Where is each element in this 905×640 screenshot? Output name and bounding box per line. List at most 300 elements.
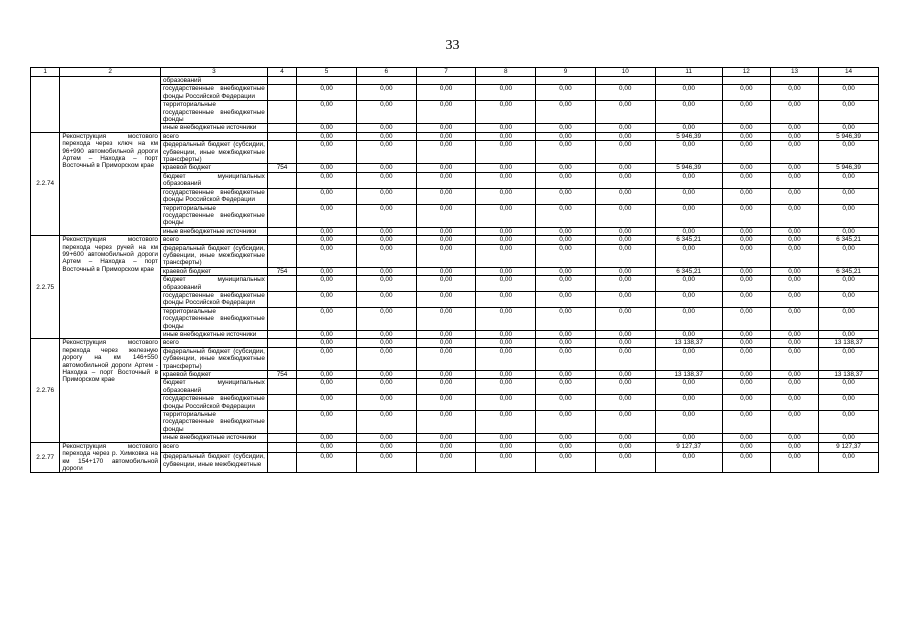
value-cell: 0,00 bbox=[297, 267, 357, 275]
value-cell: 0,00 bbox=[416, 379, 476, 395]
value-cell bbox=[416, 77, 476, 85]
value-cell: 0,00 bbox=[297, 172, 357, 188]
value-cell: 0,00 bbox=[595, 276, 655, 292]
value-cell: 0,00 bbox=[655, 227, 722, 235]
row-index: 2.2.75 bbox=[31, 236, 60, 339]
value-cell: 0,00 bbox=[356, 434, 416, 442]
value-cell: 0,00 bbox=[536, 204, 596, 227]
budget-code bbox=[267, 276, 296, 292]
budget-code bbox=[267, 188, 296, 204]
value-cell: 0,00 bbox=[356, 204, 416, 227]
funding-source: иные внебюджетные источники bbox=[160, 434, 267, 442]
budget-code bbox=[267, 172, 296, 188]
value-cell: 0,00 bbox=[356, 339, 416, 347]
value-cell: 0,00 bbox=[770, 164, 818, 172]
value-cell: 0,00 bbox=[356, 307, 416, 330]
value-cell: 0,00 bbox=[536, 371, 596, 379]
value-cell bbox=[595, 77, 655, 85]
value-cell: 0,00 bbox=[536, 85, 596, 101]
value-cell: 0,00 bbox=[476, 267, 536, 275]
value-cell: 0,00 bbox=[476, 307, 536, 330]
column-header: 3 bbox=[160, 68, 267, 77]
value-cell: 0,00 bbox=[770, 141, 818, 164]
value-cell: 0,00 bbox=[595, 124, 655, 132]
value-cell: 0,00 bbox=[655, 379, 722, 395]
funding-source: бюджет муниципальных образований bbox=[160, 276, 267, 292]
value-cell: 0,00 bbox=[595, 339, 655, 347]
funding-source: иные внебюджетные источники bbox=[160, 124, 267, 132]
value-cell: 0,00 bbox=[770, 276, 818, 292]
value-cell: 0,00 bbox=[770, 442, 818, 453]
budget-table bbox=[30, 67, 879, 473]
value-cell: 0,00 bbox=[536, 188, 596, 204]
budget-code bbox=[267, 442, 296, 453]
value-cell: 0,00 bbox=[356, 453, 416, 473]
value-cell: 0,00 bbox=[356, 371, 416, 379]
value-cell: 0,00 bbox=[722, 132, 770, 140]
value-cell: 0,00 bbox=[297, 101, 357, 124]
budget-code bbox=[267, 395, 296, 411]
value-cell: 0,00 bbox=[819, 244, 879, 267]
column-header: 8 bbox=[476, 68, 536, 77]
value-cell: 0,00 bbox=[416, 411, 476, 434]
value-cell: 0,00 bbox=[595, 442, 655, 453]
budget-code bbox=[267, 204, 296, 227]
value-cell: 0,00 bbox=[356, 291, 416, 307]
row-index: 2.2.77 bbox=[31, 442, 60, 473]
value-cell: 0,00 bbox=[770, 124, 818, 132]
value-cell: 0,00 bbox=[722, 379, 770, 395]
value-cell: 0,00 bbox=[536, 244, 596, 267]
value-cell: 0,00 bbox=[655, 188, 722, 204]
value-cell: 0,00 bbox=[297, 434, 357, 442]
value-cell: 0,00 bbox=[297, 331, 357, 339]
value-cell: 0,00 bbox=[476, 132, 536, 140]
value-cell: 0,00 bbox=[770, 85, 818, 101]
value-cell: 0,00 bbox=[297, 141, 357, 164]
value-cell: 0,00 bbox=[722, 101, 770, 124]
value-cell: 0,00 bbox=[356, 85, 416, 101]
value-cell: 0,00 bbox=[297, 339, 357, 347]
value-cell: 0,00 bbox=[476, 395, 536, 411]
value-cell: 0,00 bbox=[819, 379, 879, 395]
value-cell: 0,00 bbox=[297, 204, 357, 227]
value-cell: 0,00 bbox=[356, 379, 416, 395]
value-cell: 0,00 bbox=[416, 101, 476, 124]
column-header: 10 bbox=[595, 68, 655, 77]
value-cell: 0,00 bbox=[655, 124, 722, 132]
value-cell: 0,00 bbox=[595, 395, 655, 411]
value-cell: 0,00 bbox=[770, 132, 818, 140]
value-cell: 6 345,21 bbox=[655, 236, 722, 244]
value-cell: 13 138,37 bbox=[655, 339, 722, 347]
value-cell: 0,00 bbox=[297, 347, 357, 370]
value-cell: 0,00 bbox=[819, 434, 879, 442]
value-cell: 0,00 bbox=[819, 172, 879, 188]
value-cell: 0,00 bbox=[536, 141, 596, 164]
table-row bbox=[31, 339, 879, 347]
value-cell: 0,00 bbox=[655, 141, 722, 164]
funding-source: бюджет муниципальных образований bbox=[160, 379, 267, 395]
value-cell: 0,00 bbox=[722, 227, 770, 235]
value-cell: 0,00 bbox=[770, 331, 818, 339]
value-cell: 0,00 bbox=[297, 411, 357, 434]
value-cell: 0,00 bbox=[297, 188, 357, 204]
funding-source: государственные внебюджетные фонды Российской Федерации bbox=[160, 188, 267, 204]
value-cell bbox=[655, 77, 722, 85]
value-cell: 0,00 bbox=[770, 453, 818, 473]
row-index: 2.2.76 bbox=[31, 339, 60, 442]
budget-code bbox=[267, 132, 296, 140]
funding-source: иные внебюджетные источники bbox=[160, 227, 267, 235]
value-cell: 0,00 bbox=[476, 291, 536, 307]
value-cell: 0,00 bbox=[476, 371, 536, 379]
value-cell: 0,00 bbox=[476, 411, 536, 434]
budget-code bbox=[267, 434, 296, 442]
value-cell: 0,00 bbox=[416, 236, 476, 244]
value-cell: 0,00 bbox=[655, 276, 722, 292]
value-cell: 0,00 bbox=[476, 124, 536, 132]
value-cell: 9 127,37 bbox=[819, 442, 879, 453]
value-cell: 0,00 bbox=[655, 244, 722, 267]
value-cell: 0,00 bbox=[595, 236, 655, 244]
value-cell: 0,00 bbox=[416, 85, 476, 101]
funding-source: всего bbox=[160, 132, 267, 140]
value-cell bbox=[356, 77, 416, 85]
value-cell: 0,00 bbox=[476, 227, 536, 235]
value-cell: 0,00 bbox=[722, 291, 770, 307]
value-cell: 0,00 bbox=[476, 434, 536, 442]
value-cell: 0,00 bbox=[722, 442, 770, 453]
column-header: 11 bbox=[655, 68, 722, 77]
value-cell: 0,00 bbox=[819, 141, 879, 164]
value-cell: 0,00 bbox=[819, 395, 879, 411]
value-cell: 0,00 bbox=[356, 141, 416, 164]
budget-code bbox=[267, 124, 296, 132]
value-cell: 0,00 bbox=[297, 395, 357, 411]
value-cell: 0,00 bbox=[476, 347, 536, 370]
header-row bbox=[31, 68, 879, 77]
value-cell: 0,00 bbox=[297, 442, 357, 453]
budget-code bbox=[267, 236, 296, 244]
value-cell: 0,00 bbox=[819, 85, 879, 101]
value-cell: 5 946,39 bbox=[819, 132, 879, 140]
value-cell: 0,00 bbox=[536, 101, 596, 124]
value-cell: 0,00 bbox=[770, 204, 818, 227]
funding-source: федеральный бюджет (субсидии, субвенции, иные межбюджетные bbox=[160, 453, 267, 473]
value-cell: 0,00 bbox=[770, 291, 818, 307]
value-cell: 0,00 bbox=[416, 204, 476, 227]
value-cell: 0,00 bbox=[722, 267, 770, 275]
value-cell: 0,00 bbox=[655, 101, 722, 124]
value-cell: 0,00 bbox=[770, 371, 818, 379]
project-name bbox=[60, 77, 161, 133]
value-cell: 0,00 bbox=[595, 291, 655, 307]
value-cell: 0,00 bbox=[536, 132, 596, 140]
value-cell: 0,00 bbox=[536, 124, 596, 132]
project-name: Реконструкция мостового перехода через ручей на км 99+600 автомобильной дороги Артем – Находка – порт Восточный в Приморском крае bbox=[60, 236, 161, 339]
value-cell: 0,00 bbox=[595, 164, 655, 172]
value-cell: 0,00 bbox=[416, 141, 476, 164]
value-cell: 0,00 bbox=[476, 339, 536, 347]
budget-code bbox=[267, 379, 296, 395]
value-cell: 0,00 bbox=[416, 347, 476, 370]
value-cell: 0,00 bbox=[356, 244, 416, 267]
value-cell: 0,00 bbox=[416, 371, 476, 379]
funding-source: краевой бюджет bbox=[160, 371, 267, 379]
value-cell: 0,00 bbox=[416, 291, 476, 307]
value-cell: 0,00 bbox=[416, 164, 476, 172]
table-row bbox=[31, 77, 879, 85]
funding-source: краевой бюджет bbox=[160, 164, 267, 172]
value-cell: 0,00 bbox=[655, 434, 722, 442]
budget-code: 754 bbox=[267, 164, 296, 172]
value-cell: 0,00 bbox=[297, 291, 357, 307]
value-cell: 0,00 bbox=[356, 101, 416, 124]
value-cell: 0,00 bbox=[356, 276, 416, 292]
budget-code bbox=[267, 85, 296, 101]
value-cell: 0,00 bbox=[722, 164, 770, 172]
value-cell: 0,00 bbox=[595, 379, 655, 395]
funding-source: федеральный бюджет (субсидии, субвенции, иные межбюджетные трансферты) bbox=[160, 141, 267, 164]
value-cell: 0,00 bbox=[356, 188, 416, 204]
budget-code bbox=[267, 141, 296, 164]
value-cell: 9 127,37 bbox=[655, 442, 722, 453]
value-cell: 0,00 bbox=[416, 244, 476, 267]
value-cell: 0,00 bbox=[819, 276, 879, 292]
value-cell: 0,00 bbox=[770, 411, 818, 434]
value-cell: 0,00 bbox=[595, 331, 655, 339]
value-cell: 0,00 bbox=[595, 347, 655, 370]
value-cell: 0,00 bbox=[416, 395, 476, 411]
value-cell: 0,00 bbox=[416, 331, 476, 339]
value-cell: 0,00 bbox=[416, 276, 476, 292]
value-cell: 0,00 bbox=[770, 395, 818, 411]
table-row bbox=[31, 442, 879, 453]
value-cell: 6 345,21 bbox=[819, 267, 879, 275]
value-cell: 0,00 bbox=[416, 434, 476, 442]
value-cell: 6 345,21 bbox=[819, 236, 879, 244]
value-cell: 0,00 bbox=[722, 124, 770, 132]
value-cell: 0,00 bbox=[356, 411, 416, 434]
column-header: 7 bbox=[416, 68, 476, 77]
value-cell: 0,00 bbox=[536, 331, 596, 339]
funding-source: краевой бюджет bbox=[160, 267, 267, 275]
value-cell: 0,00 bbox=[536, 164, 596, 172]
budget-code bbox=[267, 339, 296, 347]
value-cell: 0,00 bbox=[536, 434, 596, 442]
value-cell: 0,00 bbox=[770, 339, 818, 347]
value-cell: 0,00 bbox=[476, 276, 536, 292]
value-cell: 0,00 bbox=[356, 132, 416, 140]
value-cell: 0,00 bbox=[770, 379, 818, 395]
funding-source: всего bbox=[160, 442, 267, 453]
funding-source: территориальные государственные внебюджетные фонды bbox=[160, 101, 267, 124]
value-cell: 0,00 bbox=[722, 411, 770, 434]
value-cell: 0,00 bbox=[770, 267, 818, 275]
value-cell: 0,00 bbox=[722, 172, 770, 188]
value-cell: 0,00 bbox=[356, 227, 416, 235]
value-cell: 0,00 bbox=[536, 339, 596, 347]
value-cell: 0,00 bbox=[476, 453, 536, 473]
value-cell: 0,00 bbox=[536, 379, 596, 395]
value-cell: 0,00 bbox=[356, 267, 416, 275]
table-row bbox=[31, 236, 879, 244]
value-cell: 0,00 bbox=[595, 172, 655, 188]
value-cell: 0,00 bbox=[416, 339, 476, 347]
value-cell: 0,00 bbox=[416, 227, 476, 235]
value-cell: 0,00 bbox=[595, 204, 655, 227]
value-cell: 0,00 bbox=[595, 434, 655, 442]
value-cell: 0,00 bbox=[770, 101, 818, 124]
value-cell: 0,00 bbox=[770, 307, 818, 330]
value-cell: 0,00 bbox=[722, 453, 770, 473]
value-cell: 6 345,21 bbox=[655, 267, 722, 275]
value-cell: 0,00 bbox=[655, 307, 722, 330]
value-cell: 0,00 bbox=[536, 291, 596, 307]
value-cell bbox=[770, 77, 818, 85]
value-cell: 0,00 bbox=[722, 371, 770, 379]
funding-source: государственные внебюджетные фонды Российской Федерации bbox=[160, 85, 267, 101]
value-cell: 0,00 bbox=[476, 164, 536, 172]
value-cell: 0,00 bbox=[722, 236, 770, 244]
value-cell: 0,00 bbox=[595, 188, 655, 204]
value-cell: 0,00 bbox=[297, 85, 357, 101]
value-cell: 0,00 bbox=[655, 347, 722, 370]
value-cell: 0,00 bbox=[819, 227, 879, 235]
value-cell: 0,00 bbox=[356, 172, 416, 188]
value-cell: 0,00 bbox=[536, 267, 596, 275]
value-cell: 0,00 bbox=[536, 276, 596, 292]
column-header: 2 bbox=[60, 68, 161, 77]
value-cell: 0,00 bbox=[770, 236, 818, 244]
funding-source: образований bbox=[160, 77, 267, 85]
value-cell: 13 138,37 bbox=[819, 371, 879, 379]
value-cell: 0,00 bbox=[356, 331, 416, 339]
budget-code bbox=[267, 411, 296, 434]
value-cell: 0,00 bbox=[416, 132, 476, 140]
project-name: Реконструкция мостового перехода через железную дорогу на км 146+550 автомобильной дороги Артем - Находка – порт Восточный в Приморском крае bbox=[60, 339, 161, 442]
value-cell bbox=[722, 77, 770, 85]
budget-code bbox=[267, 101, 296, 124]
value-cell: 0,00 bbox=[770, 244, 818, 267]
value-cell: 0,00 bbox=[356, 347, 416, 370]
column-header: 14 bbox=[819, 68, 879, 77]
value-cell: 0,00 bbox=[595, 85, 655, 101]
value-cell bbox=[476, 77, 536, 85]
column-header: 12 bbox=[722, 68, 770, 77]
project-name: Реконструкция мостового перехода через р. Химковка на км 154+170 автомобильной дороги bbox=[60, 442, 161, 473]
value-cell: 0,00 bbox=[722, 395, 770, 411]
value-cell: 0,00 bbox=[655, 172, 722, 188]
budget-code bbox=[267, 331, 296, 339]
value-cell: 0,00 bbox=[655, 395, 722, 411]
value-cell: 0,00 bbox=[476, 442, 536, 453]
value-cell: 0,00 bbox=[297, 227, 357, 235]
column-header: 13 bbox=[770, 68, 818, 77]
funding-source: государственные внебюджетные фонды Российской Федерации bbox=[160, 395, 267, 411]
value-cell: 0,00 bbox=[819, 124, 879, 132]
budget-code bbox=[267, 453, 296, 473]
value-cell: 0,00 bbox=[536, 411, 596, 434]
value-cell: 0,00 bbox=[416, 267, 476, 275]
value-cell: 0,00 bbox=[722, 339, 770, 347]
funding-source: всего bbox=[160, 339, 267, 347]
value-cell: 0,00 bbox=[416, 172, 476, 188]
value-cell: 0,00 bbox=[536, 347, 596, 370]
budget-code bbox=[267, 77, 296, 85]
row-index: 2.2.74 bbox=[31, 132, 60, 235]
value-cell: 0,00 bbox=[819, 291, 879, 307]
value-cell: 0,00 bbox=[536, 395, 596, 411]
value-cell: 0,00 bbox=[770, 434, 818, 442]
value-cell: 0,00 bbox=[722, 307, 770, 330]
value-cell bbox=[297, 77, 357, 85]
funding-source: территориальные государственные внебюджетные фонды bbox=[160, 204, 267, 227]
value-cell: 5 946,39 bbox=[655, 164, 722, 172]
budget-code bbox=[267, 227, 296, 235]
column-header: 5 bbox=[297, 68, 357, 77]
value-cell: 0,00 bbox=[416, 124, 476, 132]
value-cell: 0,00 bbox=[476, 244, 536, 267]
funding-source: территориальные государственные внебюджетные фонды bbox=[160, 307, 267, 330]
value-cell: 0,00 bbox=[722, 276, 770, 292]
value-cell: 0,00 bbox=[595, 267, 655, 275]
column-header: 9 bbox=[536, 68, 596, 77]
value-cell: 0,00 bbox=[476, 236, 536, 244]
value-cell: 0,00 bbox=[476, 141, 536, 164]
funding-source: иные внебюджетные источники bbox=[160, 331, 267, 339]
value-cell: 0,00 bbox=[536, 442, 596, 453]
value-cell: 0,00 bbox=[722, 434, 770, 442]
value-cell: 0,00 bbox=[297, 276, 357, 292]
value-cell: 0,00 bbox=[476, 331, 536, 339]
funding-source: федеральный бюджет (субсидии, субвенции, иные межбюджетные трансферты) bbox=[160, 244, 267, 267]
value-cell: 0,00 bbox=[819, 411, 879, 434]
value-cell: 0,00 bbox=[356, 236, 416, 244]
value-cell: 0,00 bbox=[722, 141, 770, 164]
funding-source: государственные внебюджетные фонды Российской Федерации bbox=[160, 291, 267, 307]
funding-source: бюджет муниципальных образований bbox=[160, 172, 267, 188]
project-name: Реконструкция мостового перехода через ключ на км 96+990 автомобильной дороги Артем – Находка – порт Восточный в Приморском крае bbox=[60, 132, 161, 235]
value-cell: 0,00 bbox=[297, 453, 357, 473]
value-cell: 0,00 bbox=[476, 379, 536, 395]
funding-source: всего bbox=[160, 236, 267, 244]
value-cell: 0,00 bbox=[819, 204, 879, 227]
value-cell: 13 138,37 bbox=[819, 339, 879, 347]
value-cell: 0,00 bbox=[595, 411, 655, 434]
value-cell: 0,00 bbox=[476, 85, 536, 101]
budget-code: 754 bbox=[267, 371, 296, 379]
value-cell bbox=[819, 77, 879, 85]
value-cell: 0,00 bbox=[595, 453, 655, 473]
budget-code bbox=[267, 244, 296, 267]
value-cell: 0,00 bbox=[655, 85, 722, 101]
value-cell: 0,00 bbox=[595, 227, 655, 235]
value-cell: 0,00 bbox=[595, 141, 655, 164]
value-cell: 0,00 bbox=[655, 411, 722, 434]
value-cell: 0,00 bbox=[655, 453, 722, 473]
value-cell: 0,00 bbox=[356, 164, 416, 172]
row-index bbox=[31, 77, 60, 133]
value-cell: 0,00 bbox=[356, 442, 416, 453]
value-cell: 0,00 bbox=[819, 453, 879, 473]
value-cell: 0,00 bbox=[655, 291, 722, 307]
value-cell: 0,00 bbox=[595, 244, 655, 267]
value-cell: 0,00 bbox=[536, 307, 596, 330]
value-cell: 0,00 bbox=[595, 307, 655, 330]
value-cell: 0,00 bbox=[297, 236, 357, 244]
